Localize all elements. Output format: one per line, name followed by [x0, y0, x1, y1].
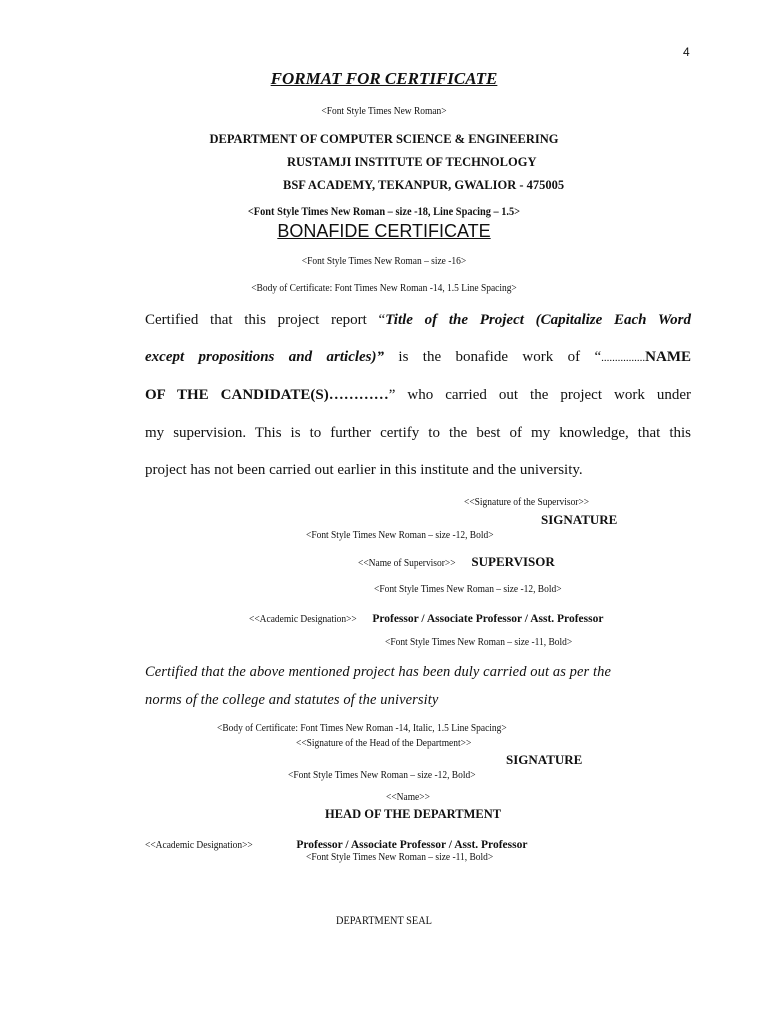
body-line-5: project has not been carried out earlier in this institute and the university.: [145, 462, 583, 478]
page-number: 4: [683, 45, 690, 59]
certificate-title: BONAFIDE CERTIFICATE: [277, 221, 491, 241]
candidate-name-placeholder: OF THE CANDIDATE(S)…………: [145, 387, 389, 403]
italic-statement-line-2: norms of the college and statutes of the university: [145, 692, 439, 708]
hod-role: HEAD OF THE DEPARTMENT: [325, 807, 502, 821]
header-font-note: <Font Style Times New Roman – size -18, Line Spacing – 1.5>: [247, 206, 521, 218]
supervisor-designation-placeholder: <<Academic Designation>>: [249, 613, 357, 625]
supervisor-role: SUPERVISOR: [471, 554, 555, 569]
hod-name-placeholder: <<Name>>: [386, 791, 430, 803]
hod-designation: Professor / Associate Professor / Asst. Professor: [296, 839, 528, 851]
supervisor-designation: Professor / Associate Professor / Asst. Professor: [372, 613, 604, 625]
body-line-4: my supervision. This is to further certify to the best of my knowledge, that this: [145, 425, 691, 441]
body-font-note: <Body of Certificate: Font Times New Roman -14, 1.5 Line Spacing>: [251, 282, 517, 294]
hod-designation-placeholder: <<Academic Designation>>: [145, 839, 253, 851]
supervisor-name-placeholder: <<Name of Supervisor>>: [358, 557, 456, 569]
institute-address: BSF ACADEMY, TEKANPUR, GWALIOR - 475005: [283, 178, 565, 192]
body-line-2: [145, 349, 691, 366]
dots: ................: [601, 352, 646, 364]
supervisor-signature-label: SIGNATURE: [541, 512, 618, 527]
body-line-3: [145, 387, 691, 404]
body-text: is the bonafide work of “: [384, 349, 602, 365]
supervisor-font-note: <Font Style Times New Roman – size -12, Bold>: [306, 529, 494, 541]
supervisor-designation-line: [249, 609, 603, 627]
hod-signature-label: SIGNATURE: [506, 752, 583, 767]
hod-font-note-2: <Font Style Times New Roman – size -11, Bold>: [306, 851, 494, 863]
hod-font-note: <Font Style Times New Roman – size -12, Bold>: [288, 769, 476, 781]
hod-signature-placeholder: <<Signature of the Head of the Department>>: [296, 737, 472, 749]
body-text: ” who carried out the project work under: [388, 387, 691, 403]
body-line-1: [145, 312, 691, 329]
italic-statement-line-1: Certified that the above mentioned project has been duly carried out as per the: [145, 664, 612, 680]
font-style-note: <Font Style Times New Roman>: [321, 105, 447, 117]
supervisor-font-note-3: <Font Style Times New Roman – size -11, Bold>: [385, 636, 573, 648]
italic-statement-note: <Body of Certificate: Font Times New Roman -14, Italic, 1.5 Line Spacing>: [217, 722, 507, 734]
supervisor-name-line: [358, 553, 555, 571]
body-text: Certified that this project report “: [145, 312, 386, 328]
department-name: DEPARTMENT OF COMPUTER SCIENCE & ENGINEERING: [209, 132, 559, 146]
institute-name: RUSTAMJI INSTITUTE OF TECHNOLOGY: [287, 155, 537, 169]
project-title-placeholder: Title of the Project (Capitalize Each Word: [385, 312, 691, 328]
project-title-placeholder: except propositions and articles)”: [145, 349, 385, 365]
department-seal: DEPARTMENT SEAL: [335, 913, 432, 927]
certificate-title-note: <Font Style Times New Roman – size -16>: [301, 255, 467, 267]
supervisor-signature-placeholder: <<Signature of the Supervisor>>: [464, 496, 590, 508]
format-title: FORMAT FOR CERTIFICATE: [270, 69, 498, 88]
candidate-name-placeholder: NAME: [645, 349, 691, 365]
supervisor-font-note-2: <Font Style Times New Roman – size -12, Bold>: [374, 583, 562, 595]
